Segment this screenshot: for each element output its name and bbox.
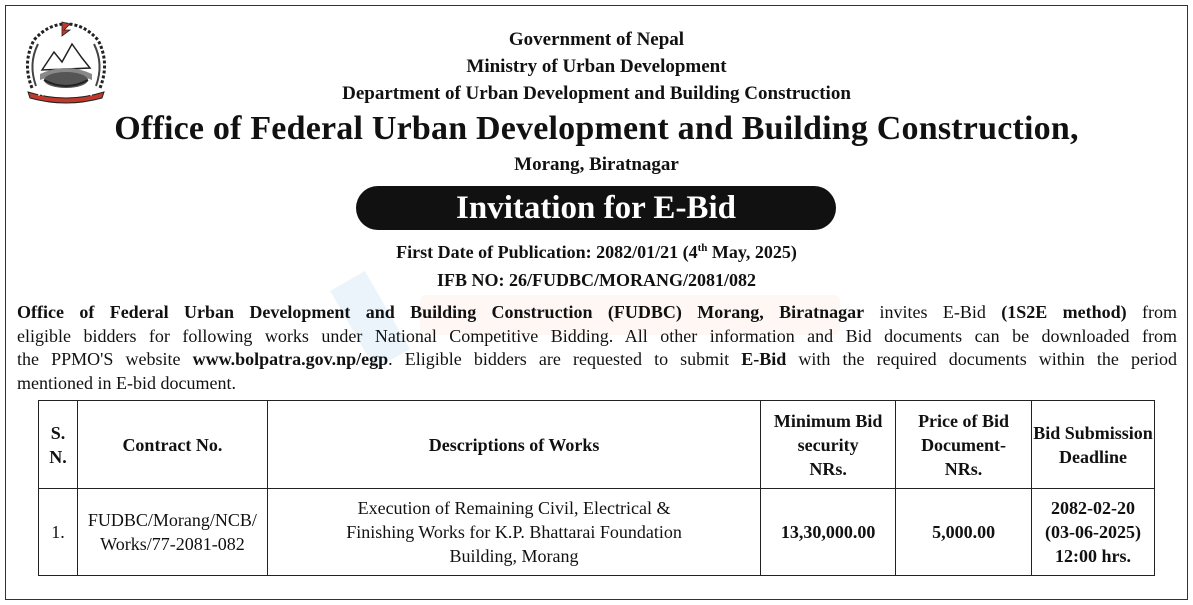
cell-sn: 1. [39,489,78,576]
invitation-banner [356,186,836,230]
header-contract: Contract No. [77,401,267,489]
cell-deadline: 2082-02-20 (03-06-2025) 12:00 hrs. [1032,489,1155,576]
table-header-row [39,401,1155,489]
office-location: Morang, Biratnagar [514,154,679,175]
cell-price: 5,000.00 [896,489,1032,576]
bid-table [38,400,1155,576]
header-security: Minimum Bid security NRs. [761,401,896,489]
header-price: Price of Bid Document- NRs. [896,401,1032,489]
department-title: Department of Urban Development and Building Construction [342,83,851,104]
govt-title: Government of Nepal [508,29,685,50]
intro-line-3: the PPMO'S website www.bolpatra.gov.np/egp. Eligible bidders are requested to submit E-Bid with the required documents within the period [17,349,1177,369]
cell-description: Execution of Remaining Civil, Electrical & Finishing Works for K.P. Bhattarai Foundation Building, Morang [267,489,760,576]
table-row [39,489,1155,576]
intro-line-1: Office of Federal Urban Development and Building Construction (FUDBC) Morang, Biratnagar invites E-Bid (1S2E method) from [17,302,1177,322]
ifb-number: IFB NO: 26/FUDBC/MORANG/2081/082 [437,270,756,290]
header-deadline: Bid Submission Deadline [1032,401,1155,489]
header-description: Descriptions of Works [267,401,760,489]
intro-line-2: eligible bidders for following works under National Competitive Bidding. All other information and Bid documents can be downloaded from [17,325,1177,346]
website-link[interactable]: www.bolpatra.gov.np/egp [192,349,389,369]
intro-paragraph [17,301,1177,395]
header-sn: S. N. [39,401,78,489]
office-title: Office of Federal Urban Development and Building Construction, [114,110,1079,147]
cell-contract: FUDBC/Morang/NCB/ Works/77-2081-082 [77,489,267,576]
ministry-title: Ministry of Urban Development [466,56,727,77]
cell-security: 13,30,000.00 [761,489,896,576]
intro-line-4: mentioned in E-bid document. [17,372,236,393]
invitation-title: Invitation for E-Bid [456,190,736,226]
publication-date: First Date of Publication: 2082/01/21 (4th May, 2025) [396,242,797,262]
